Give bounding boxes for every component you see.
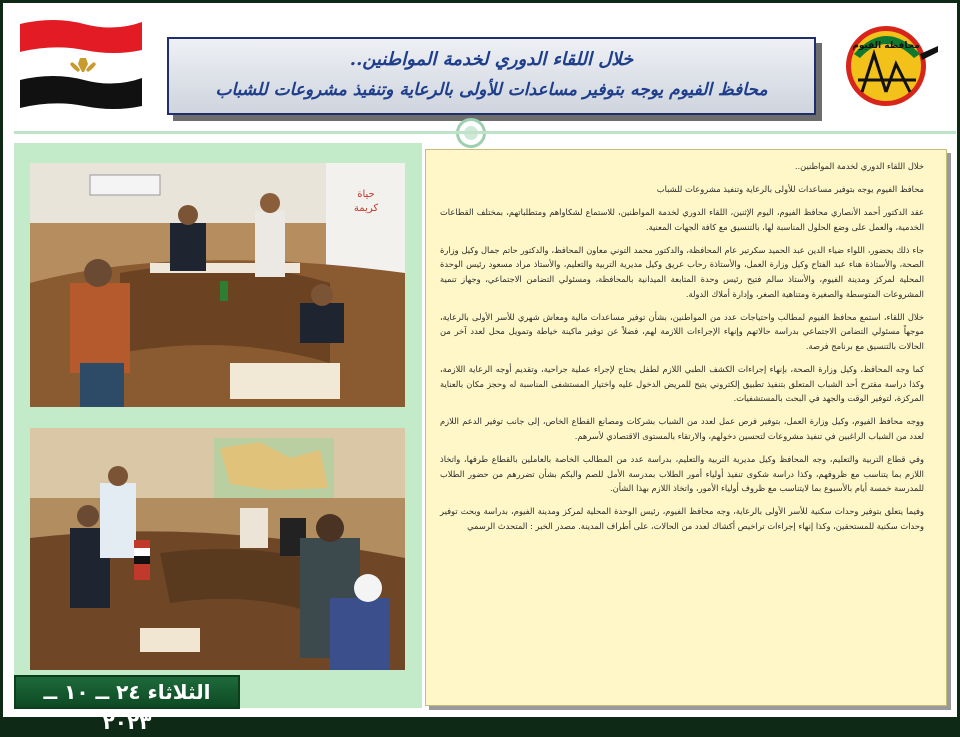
article-paragraph-9: وفيما يتعلق بتوفير وحدات سكنية للأسر الأولى بالرعاية، وجه محافظ الفيوم، رئيس الوحدة المحلية لمركز ومدينة الفيوم، بدراسة وبحث توفير وحدات سكنية للمستحقين، وكذا إنهاء إجراءات تراخيص أكشاك لعدد من الحالات، على أطراف المدينة. مصدر الخبر : المتحدث الرسمي (440, 506, 924, 531)
article-paragraph-1: خلال اللقاء الدوري لخدمة المواطنين.. (794, 161, 924, 171)
date-banner: الثلاثاء ٢٤ ــ ١٠ ــ ٢٠٢٣ (14, 675, 240, 709)
meeting-photo-1 (30, 163, 405, 407)
logo-text: محافظة الفيوم (852, 41, 920, 51)
article-paragraph-7: ووجه محافظ الفيوم، وكيل وزارة العمل، بتوفير فرص عمل لعدد من الشباب بشركات ومصانع القطاع الخاص، إلى جانب توفير الدعم اللازم لعدد من الشباب الراغبين في تنفيذ مشروعات لتحسين دخولهم، والارتقاء بالمستوى الاقتصادي لأسرهم. (440, 416, 924, 441)
fayoum-logo-icon (834, 14, 956, 112)
article-paragraph-4: جاء ذلك بحضور، اللواء ضياء الدين عبد الحميد سكرتير عام المحافظة، والدكتور محمد التوني معاون المحافظ، والدكتور حاتم جمال وكيل وزارة الصحة، والأستاذة هناء عبد الفتاح وكيل وزارة العمل، والأستاذة رحاب عريق وكيل مديرية التربية والتعليم، والأستاذ مراد مسعود رئيس الوحدة المحلية لمركز ومدينة الفيوم، والأستاذ سالم فتيح رئيس وحدة المتابعة الميدانية بالمحافظة، ومسئولي التضامن الاجتماعي، وجهاز تنمية المشروعات المتوسطة والصغيرة ومتناهية الصغر، وإدارة أملاك الدولة. (440, 244, 924, 299)
meeting-photo-2 (30, 428, 405, 670)
article-paragraph-8: وفي قطاع التربية والتعليم، وجه المحافظ وكيل مديرية التربية والتعليم، بدراسة عدد من المطالب الخاصة بالعاملين بالقطاع طرفها، واتخاذ اللازم بما يتناسب مع ظروفهم، وكذا دراسة شكوى تنفيذ أولياء أمور الطلاب بمدرسة الأمل للصم والبكم بشأن تضررهم من حضور الطلاب للمدرسة خمسة أيام بالأسبوع بما لايتناسب مع ظروف أولياء الأمور، واتخاذ اللازم بهذا الشأن. (440, 454, 924, 494)
divider (14, 131, 956, 134)
article-paragraph-5: خلال اللقاء، استمع محافظ الفيوم لمطالب واحتياجات عدد من المواطنين، بشأن توفير مساعدات مالية ومعاش شهري للأسر الأولى بالرعاية، موجهاً مسئولي التضامن الاجتماعي بدراسة حالاتهم وإنهاء الإجراءات اللازمة لهم، فضلاً عن توفير ماكينة خياطة وتمويل محل لعدد آخر من الحالات بالتنسيق مع برنامج فرصة. (440, 311, 924, 351)
banner-text-1: حياة (357, 189, 375, 200)
article-paragraph-2: محافظ الفيوم يوجه بتوفير مساعدات للأولى بالرعاية وتنفيذ مشروعات للشباب (656, 184, 924, 195)
headline-box (167, 37, 816, 115)
article-text-box (425, 149, 947, 706)
article-paragraph-3: عقد الدكتور أحمد الأنصاري محافظ الفيوم، اليوم الإثنين، اللقاء الدوري لخدمة المواطنين، للاستماع لشكاواهم ومتطلباتهم، بمختلف القطاعات الخدمية، والعمل على وضع الحلول المناسبة لها، بالتنسيق مع كافة الجهات المعنية. (440, 207, 924, 232)
headline-line-1: خلال اللقاء الدوري لخدمة المواطنين.. (349, 49, 634, 70)
egypt-flag-icon (14, 14, 146, 112)
banner-text-2: كريمة (353, 203, 379, 214)
headline-line-2: محافظ الفيوم يوجه بتوفير مساعدات للأولى بالرعاية وتنفيذ مشروعات للشباب (215, 80, 768, 100)
article-paragraph-6: كما وجه المحافظ، وكيل وزارة الصحة، بإنهاء إجراءات الكشف الطبي اللازم لطفل يحتاج لإجراء عملية جراحية، وتقديم أوجه الرعاية اللازمة، وكذا دراسة مقترح أحد الشباب المتعلق بتنفيذ تطبيق إلكتروني يتيح للمريض الدخول عليه واختيار المستشفى المناسبة له وحجز مكان بالعناية المركزة، لتوفير الوقت والجهد في البحث بالمستشفيات. (440, 364, 924, 404)
